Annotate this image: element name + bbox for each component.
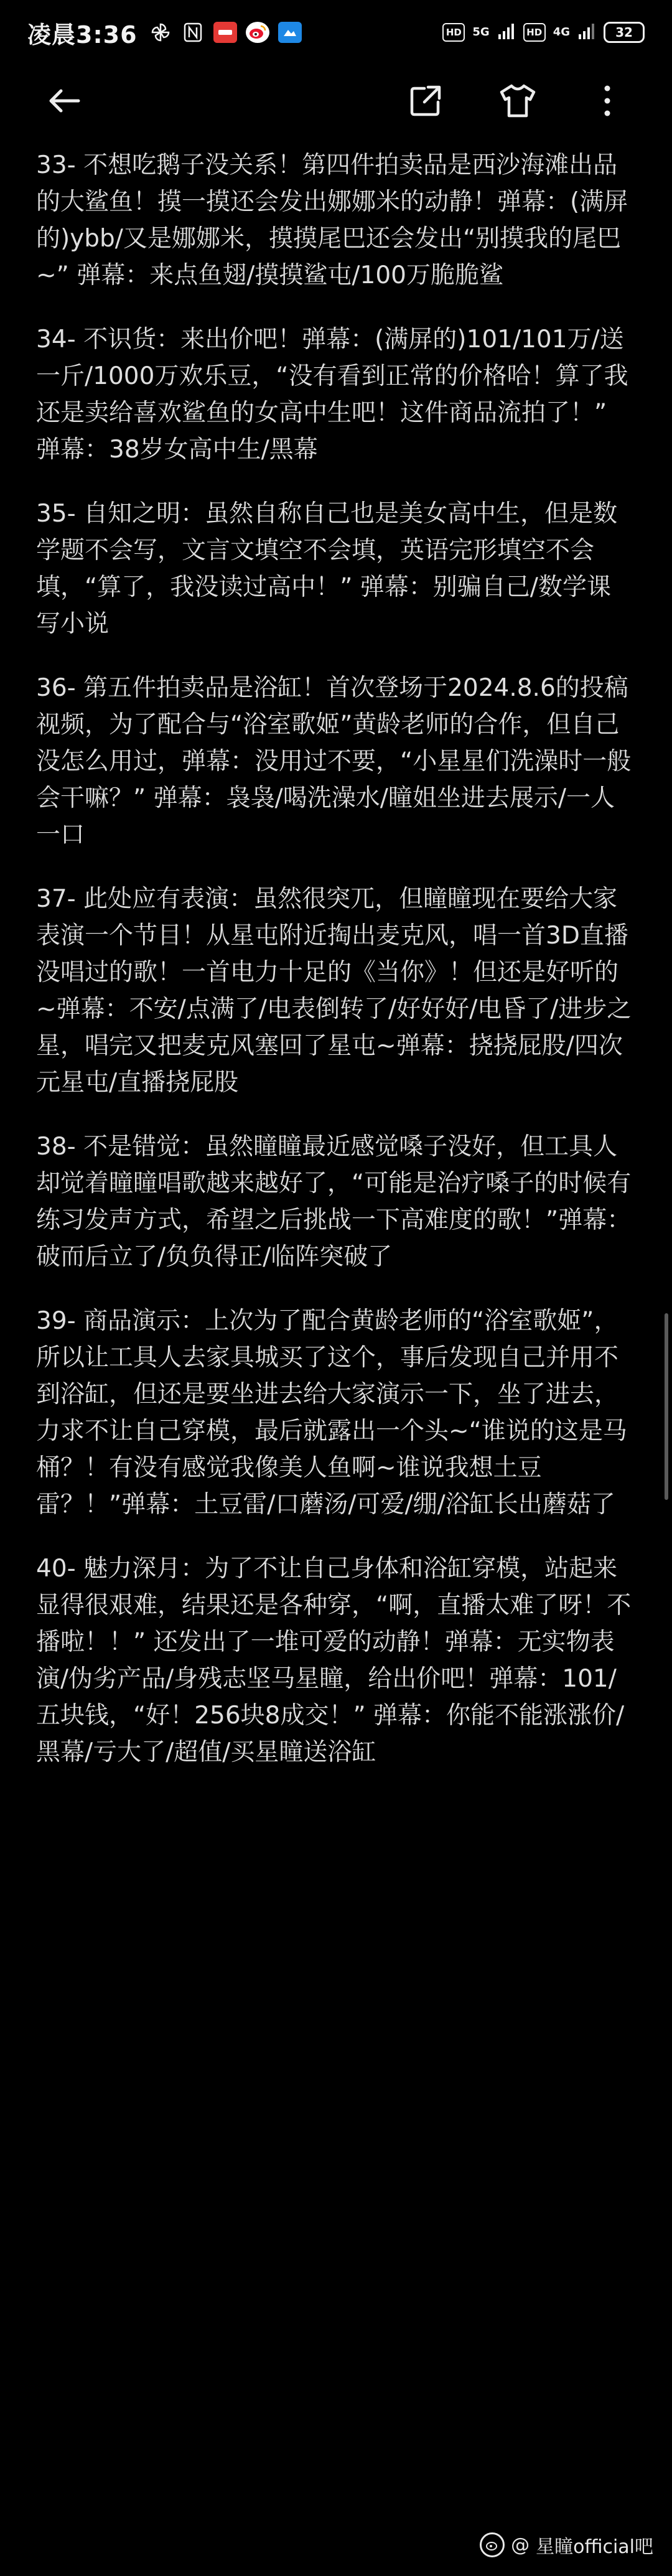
nfc-icon [181,22,205,43]
hd-badge: HD [442,23,465,42]
app-toolbar [0,65,672,137]
network-type-4g: 4G [553,26,570,39]
post-content [36,147,633,1798]
signal-icon-2 [577,22,596,43]
more-vertical-icon[interactable] [582,76,632,126]
pinwheel-icon [149,22,172,43]
red-app-icon [213,22,237,43]
paragraph: 36- 第五件拍卖品是浴缸！首次登场于2024.8.6的投稿视频，为了配合与“浴室歌姬”黄龄老师的合作，但自己没怎么用过，弹幕：没用过不要，“小星星们洗澡时一般会干嘛？” 弹幕：袅袅/喝洗澡水/瞳姐坐进去展示/一人一口 [36,674,632,849]
watermark-text: 星瞳official吧 [536,2536,653,2558]
status-bar [0,0,672,65]
paragraph: 40- 魅力深月：为了不让自己身体和浴缸穿模，站起来显得很艰难，结果还是各种穿，“啊，直播太难了呀！不播啦！！” 还发出了一堆可爱的动静！弹幕：无实物表演/伪劣产品/身残志坚马星瞳，给出价吧！弹幕：101/五块钱，“好！256块8成交！” 弹幕：你能不能涨涨价/黑幕/亏大了/超值/买星瞳送浴缸 [36,1555,632,1766]
paragraph: 35- 自知之明：虽然自称自己也是美女高中生，但是数学题不会写，文言文填空不会填，英语完形填空不会填，“算了，我没读过高中！” 弹幕：别骗自己/数学课写小说 [36,500,618,638]
paragraph: 33- 不想吃鹅子没关系！第四件拍卖品是西沙海滩出品的大鲨鱼！摸一摸还会发出娜娜米的动静！弹幕：(满屏的)ybb/又是娜娜米，摸摸尾巴还会发出“别摸我的尾巴~” 弹幕：来点鱼翅/摸摸鲨屯/100万脆脆鲨 [36,151,628,289]
paragraph: 34- 不识货：来出价吧！弹幕：(满屏的)101/101万/送一斤/1000万欢乐豆，“没有看到正常的价格哈！算了我还是卖给喜欢鲨鱼的女高中生吧！这件商品流拍了！” 弹幕：38岁女高中生/黑幕 [36,326,628,464]
status-time: 凌晨3:36 [27,21,138,49]
blue-app-icon [278,22,302,43]
watermark-at: @ [511,2534,530,2556]
scrollbar[interactable] [665,1313,668,1500]
tshirt-icon[interactable] [493,76,543,126]
paragraph: 39- 商品演示：上次为了配合黄龄老师的“浴室歌姬”，所以让工具人去家具城买了这个，事后发现自己并用不到浴缸，但还是要坐进去给大家演示一下，坐了进去，力求不让自己穿模，最后就露出一个头~“谁说的这是马桶？！有没有感觉我像美人鱼啊~谁说我想土豆雷？！”弹幕：土豆雷/口蘑汤/可爱/绷/浴缸长出蘑菇了 [36,1307,627,1519]
weibo-logo-icon [480,2532,505,2557]
share-external-icon[interactable] [401,76,450,126]
hd-badge-2: HD [523,23,546,42]
notification-icons [149,22,302,43]
battery-icon: 32 [604,22,645,43]
paragraph: 38- 不是错觉：虽然瞳瞳最近感觉嗓子没好，但工具人却觉着瞳瞳唱歌越来越好了，“可能是治疗嗓子的时候有练习发声方式，希望之后挑战一下高难度的歌！”弹幕：破而后立了/负负得正/临阵突破了 [36,1133,632,1271]
arrow-left-icon[interactable] [40,76,90,126]
signal-icon [497,22,516,43]
weibo-icon [246,22,269,43]
network-type-5g: 5G [472,26,490,39]
status-right [442,22,645,43]
paragraph: 37- 此处应有表演：虽然很突兀，但瞳瞳现在要给大家表演一个节目！从星屯附近掏出麦克风，唱一首3D直播没唱过的歌！一首电力十足的《当你》！但还是好听的~弹幕：不安/点满了/电表倒转了/好好好/电昏了/进步之星，唱完又把麦克风塞回了星屯~弹幕：挠挠屁股/四次元星屯/直播挠屁股 [36,885,632,1097]
watermark [480,2531,653,2559]
